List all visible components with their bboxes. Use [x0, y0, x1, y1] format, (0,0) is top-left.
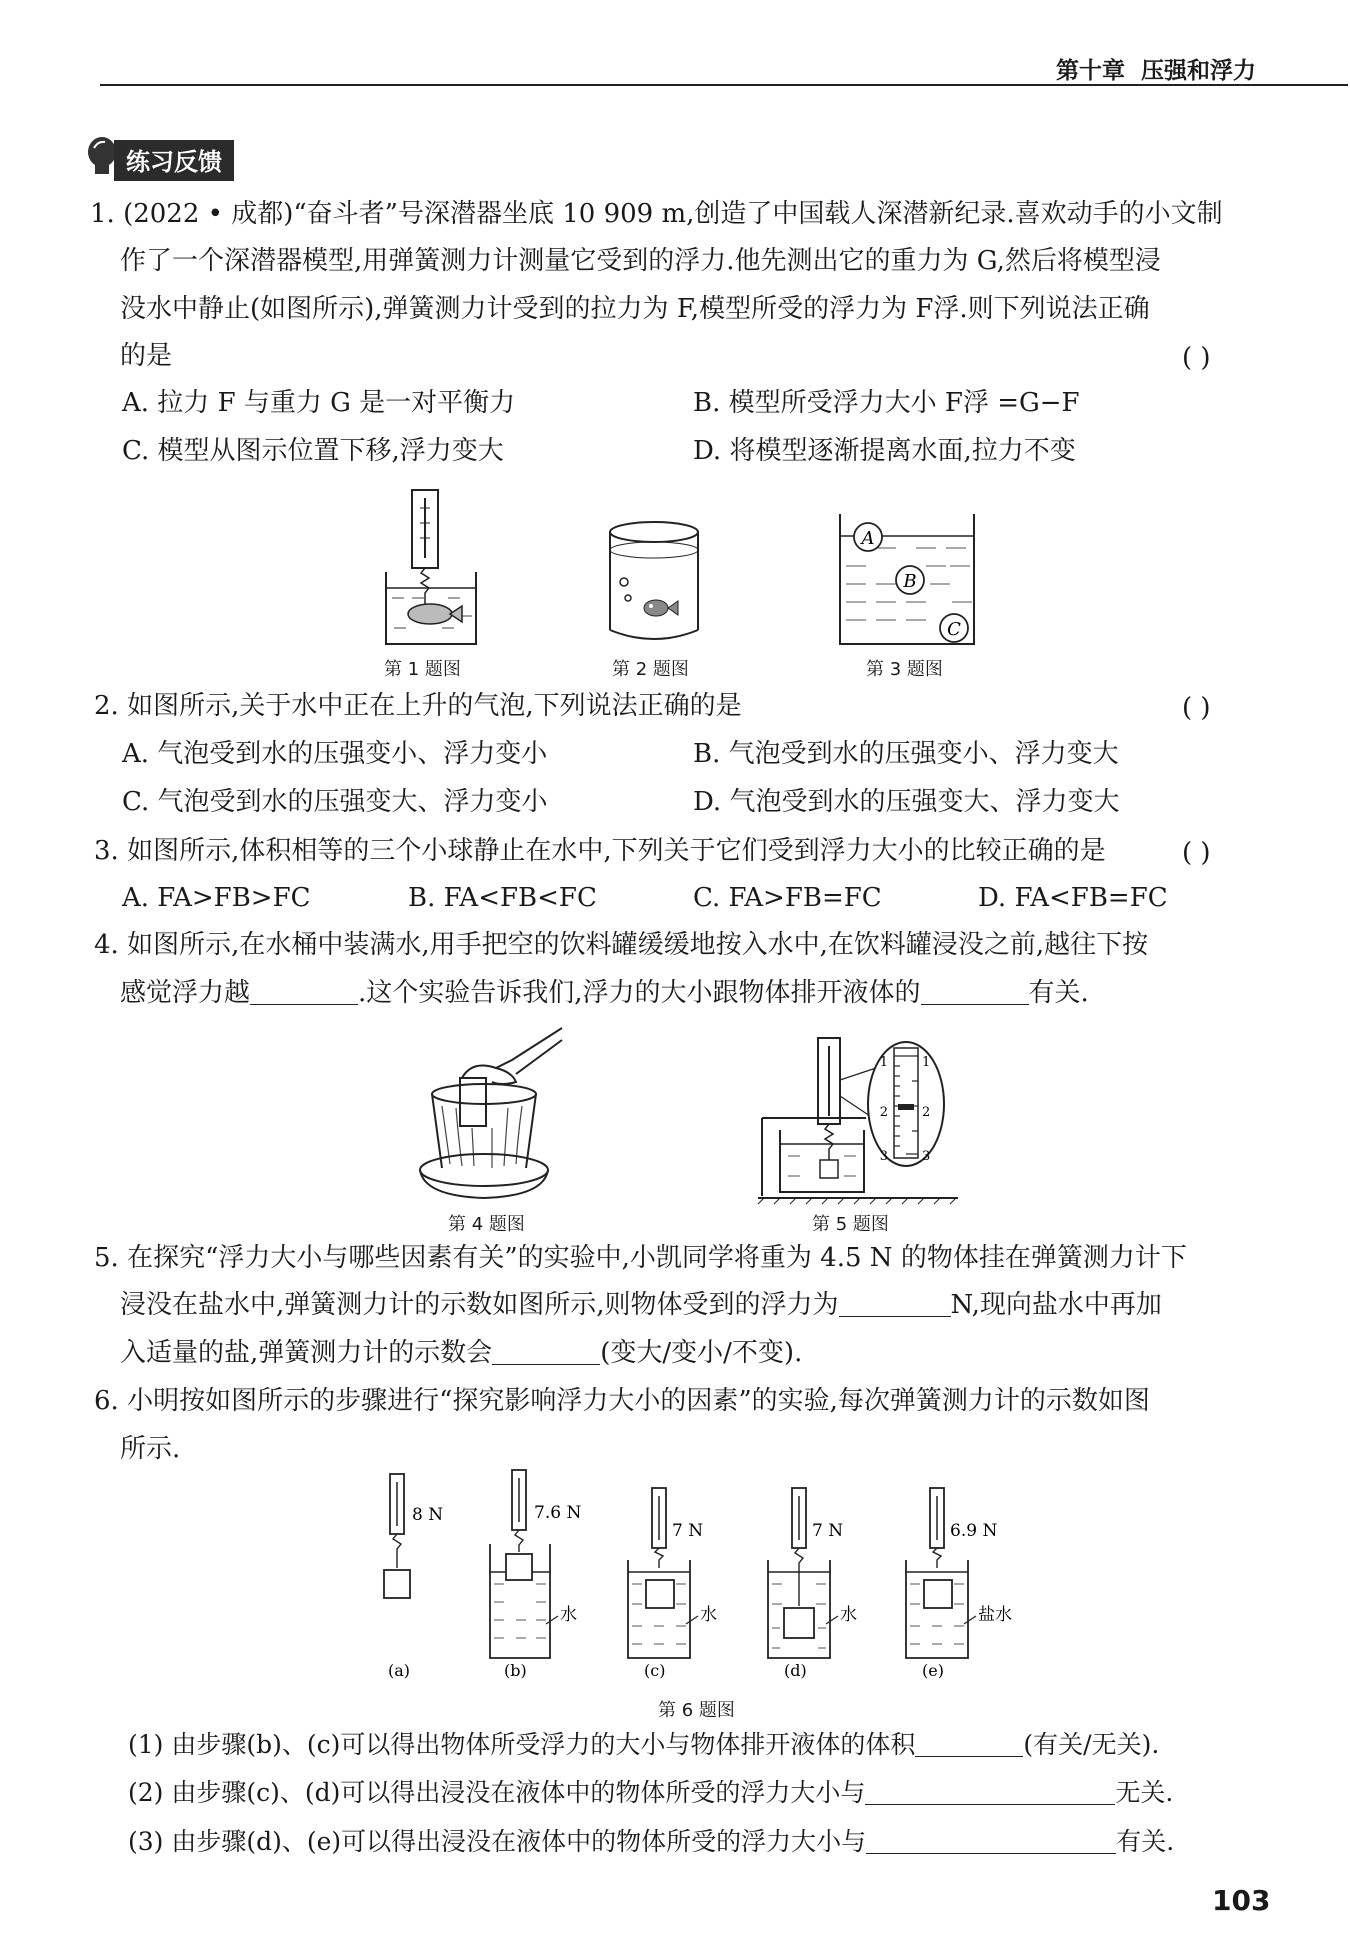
- page-number: 103: [1212, 1884, 1271, 1917]
- q6-line-1: 6. 小明按如图所示的步骤进行“探究影响浮力大小的因素”的实验,每次弹簧测力计的示数如图: [94, 1386, 1150, 1416]
- figure-3-diagram: [836, 512, 978, 648]
- q1-answer-bracket[interactable]: ( ): [1182, 343, 1211, 373]
- step-a: [384, 1474, 443, 1680]
- step-d-label: (d): [784, 1661, 807, 1680]
- step-e-label: (e): [922, 1661, 944, 1680]
- figure-5-caption: 第 5 题图: [812, 1214, 889, 1235]
- step-b: [490, 1470, 581, 1680]
- q4-line-2: [120, 980, 1089, 1006]
- step-d-liquid: 水: [840, 1605, 857, 1625]
- q2-option-b: B. 气泡受到水的压强变小、浮力变大: [693, 739, 1119, 769]
- ball-a-label: A: [861, 528, 875, 549]
- step-b-label: (b): [504, 1661, 527, 1680]
- q4-text-c: 有关.: [1028, 978, 1089, 1008]
- fig5-scale-right-2: 2: [922, 1105, 931, 1120]
- q5-line-1: 5. 在探究“浮力大小与哪些因素有关”的实验中,小凯同学将重为 4.5 N 的物体挂在弹簧测力计下: [94, 1243, 1187, 1273]
- step-c-liquid: 水: [700, 1605, 717, 1625]
- q5-blank-2[interactable]: [492, 1340, 600, 1365]
- fig5-scale-right-1: 1: [922, 1055, 931, 1070]
- step-a-label: (a): [388, 1661, 411, 1680]
- step-e-liquid: 盐水: [978, 1605, 1012, 1625]
- step-c: [628, 1488, 717, 1680]
- ball-c-label: C: [947, 619, 961, 640]
- q1-line-2: 作了一个深潜器模型,用弹簧测力计测量它受到的浮力.他先测出它的重力为 G,然后将模型浸: [120, 246, 1161, 276]
- q6-sub-1-suffix: (有关/无关).: [1023, 1730, 1160, 1759]
- q1-option-a: A. 拉力 F 与重力 G 是一对平衡力: [122, 388, 516, 418]
- q1-option-c: C. 模型从图示位置下移,浮力变大: [122, 436, 504, 466]
- q5-blank-1[interactable]: [839, 1292, 951, 1317]
- q6-sub-3-suffix: 有关.: [1116, 1827, 1175, 1856]
- q3-option-d: D. FA<FB=FC: [978, 883, 1168, 913]
- q6-line-2: 所示.: [120, 1434, 181, 1464]
- q3-stem: 3. 如图所示,体积相等的三个小球静止在水中,下列关于它们受到浮力大小的比较正确的是: [94, 836, 1106, 866]
- figure-4-caption: 第 4 题图: [448, 1214, 525, 1235]
- fig5-scale-left-1: 1: [879, 1055, 888, 1070]
- q4-blank-1[interactable]: [250, 980, 358, 1005]
- q6-sub-3-text: (3) 由步骤(d)、(e)可以得出浸没在液体中的物体所受的浮力大小与: [128, 1827, 867, 1856]
- q3-option-a: A. FA>FB>FC: [122, 883, 311, 913]
- q4-line-1: 4. 如图所示,在水桶中装满水,用手把空的饮料罐缓缓地按入水中,在饮料罐浸没之前,越往下按: [94, 930, 1149, 960]
- section-badge: [114, 140, 234, 181]
- q6-sub-1-blank[interactable]: [915, 1732, 1023, 1757]
- figure-6-caption: 第 6 题图: [658, 1700, 735, 1721]
- q6-sub-3-blank[interactable]: [866, 1829, 1116, 1854]
- q3-option-c: C. FA>FB=FC: [693, 883, 882, 913]
- figure-2-caption: 第 2 题图: [612, 659, 689, 680]
- q6-sub-2-suffix: 无关.: [1115, 1778, 1174, 1807]
- q3-option-b: B. FA<FB<FC: [408, 883, 597, 913]
- step-e: [906, 1488, 1012, 1680]
- q1-line-3: 没水中静止(如图所示),弹簧测力计受到的拉力为 F,模型所受的浮力为 F浮.则下列说法正确: [120, 294, 1150, 324]
- q5-text-c: 入适量的盐,弹簧测力计的示数会: [120, 1338, 493, 1368]
- q6-sub-1: [128, 1732, 1159, 1757]
- figure-5-diagram: [758, 1036, 964, 1204]
- figure-1-diagram: [382, 488, 492, 648]
- step-d: [768, 1488, 857, 1680]
- fig5-scale-left-3: 3: [879, 1149, 888, 1164]
- fig5-scale-left-2: 2: [879, 1105, 888, 1120]
- step-b-reading: 7.6 N: [534, 1503, 582, 1523]
- chapter-title: 压强和浮力: [1141, 58, 1257, 84]
- q2-option-c: C. 气泡受到水的压强变大、浮力变小: [122, 787, 548, 817]
- step-a-reading: 8 N: [412, 1505, 444, 1525]
- section-badge-label: 练习反馈: [126, 148, 222, 176]
- step-c-reading: 7 N: [672, 1521, 704, 1541]
- chapter-number: 第十章: [1056, 58, 1125, 84]
- q6-sub-2: [128, 1780, 1173, 1805]
- ball-b-label: B: [903, 571, 917, 592]
- q2-answer-bracket[interactable]: ( ): [1182, 693, 1211, 723]
- figure-1-caption: 第 1 题图: [384, 659, 461, 680]
- step-e-reading: 6.9 N: [950, 1521, 998, 1541]
- q3-answer-bracket[interactable]: ( ): [1182, 838, 1211, 868]
- q6-sub-2-text: (2) 由步骤(c)、(d)可以得出浸没在液体中的物体所受的浮力大小与: [128, 1778, 866, 1807]
- q1-line-1: 1. (2022 • 成都)“奋斗者”号深潜器坐底 10 909 m,创造了中国载人深潜新纪录.喜欢动手的小文制: [90, 199, 1223, 229]
- q1-option-b: B. 模型所受浮力大小 F浮 =G−F: [693, 388, 1080, 418]
- q6-sub-3: [128, 1829, 1174, 1854]
- q1-line-4: 的是: [120, 341, 173, 371]
- figure-2-diagram: [606, 520, 702, 644]
- q4-text-a: 感觉浮力越: [120, 978, 251, 1008]
- q1-option-d: D. 将模型逐渐提离水面,拉力不变: [693, 436, 1076, 466]
- fig5-scale-right-3: 3: [922, 1149, 931, 1164]
- q5-text-a: 浸没在盐水中,弹簧测力计的示数如图所示,则物体受到的浮力为: [120, 1290, 839, 1320]
- step-d-reading: 7 N: [812, 1521, 844, 1541]
- figure-4-diagram: [412, 1024, 572, 1204]
- chapter-header: [1056, 52, 1256, 85]
- q6-sub-1-text: (1) 由步骤(b)、(c)可以得出物体所受浮力的大小与物体排开液体的体积: [128, 1730, 916, 1759]
- step-b-liquid: 水: [560, 1605, 577, 1625]
- q6-sub-2-blank[interactable]: [865, 1780, 1115, 1805]
- figure-6-diagram: [370, 1468, 1050, 1690]
- q5-line-3: [120, 1340, 802, 1366]
- q4-blank-2[interactable]: [921, 980, 1029, 1005]
- q5-line-2: [120, 1292, 1162, 1318]
- q4-text-b: .这个实验告诉我们,浮力的大小跟物体排开液体的: [358, 978, 921, 1008]
- figure-3-caption: 第 3 题图: [866, 659, 943, 680]
- q2-option-d: D. 气泡受到水的压强变大、浮力变大: [693, 787, 1120, 817]
- q5-text-d: (变大/变小/不变).: [600, 1338, 803, 1368]
- header-rule: [100, 84, 1348, 86]
- q5-text-b: N,现向盐水中再加: [950, 1290, 1162, 1320]
- q2-option-a: A. 气泡受到水的压强变小、浮力变小: [122, 739, 548, 769]
- q2-stem: 2. 如图所示,关于水中正在上升的气泡,下列说法正确的是: [94, 691, 742, 721]
- step-c-label: (c): [644, 1661, 666, 1680]
